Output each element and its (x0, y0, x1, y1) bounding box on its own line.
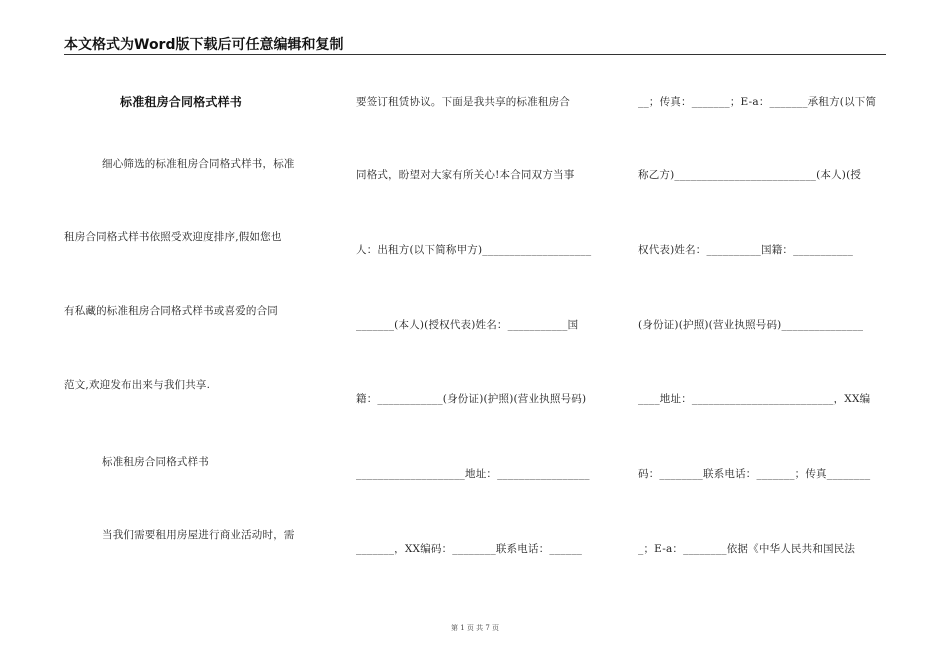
paragraph-line: 当我们需要租用房屋进行商业活动时，需 (102, 529, 295, 541)
text-column-2 (356, 0, 611, 672)
paragraph-line: 称乙方)__________________________(本人)(授 (638, 169, 862, 181)
paragraph-line: (身份证)(护照)(营业执照号码)_______________ (638, 319, 864, 331)
paragraph-line: _______(本人)(授权代表)姓名：___________国 (356, 319, 579, 331)
paragraph-line: 码：________联系电话：_______；传真________ (638, 468, 871, 480)
paragraph-line: 范文,欢迎发布出来与我们共享. (64, 379, 211, 391)
section-heading: 标准租房合同格式样书 (102, 456, 209, 468)
paragraph-line: 籍：____________(身份证)(护照)(营业执照号码) (356, 393, 587, 405)
paragraph-line: ____________________地址：_________________ (356, 468, 590, 480)
paragraph-line: _；E-a：________依据《中华人民共和国民法 (638, 543, 856, 555)
header-text: 本文格式为Word版下载后可任意编辑和复制 (64, 37, 344, 53)
text-column-3 (638, 0, 888, 672)
paragraph-line: 权代表)姓名：__________国籍：___________ (638, 244, 854, 256)
page-number: 第 1 页 共 7 页 (450, 624, 500, 632)
paragraph-line: 有私藏的标准租房合同格式样书或喜爱的合同 (64, 305, 278, 317)
paragraph-line: _______，XX编码：________联系电话：______ (356, 543, 583, 555)
paragraph-line: 细心筛选的标准租房合同格式样书，标准 (102, 158, 295, 170)
paragraph-line: 人：出租方(以下简称甲方)____________________ (356, 244, 592, 256)
paragraph-line: 要签订租赁协议。下面是我共享的标准租房合 (356, 96, 570, 108)
paragraph-line: 同格式，盼望对大家有所关心!本合同双方当事 (356, 169, 575, 181)
paragraph-line: 租房合同格式样书依照受欢迎度排序,假如您也 (64, 231, 282, 243)
paragraph-line: ____地址：__________________________，XX编 (638, 393, 871, 405)
paragraph-line: __；传真：_______；E-a：_______承租方(以下简 (638, 96, 877, 108)
document-title: 标准租房合同格式样书 (120, 95, 243, 109)
text-column-1 (64, 0, 329, 672)
